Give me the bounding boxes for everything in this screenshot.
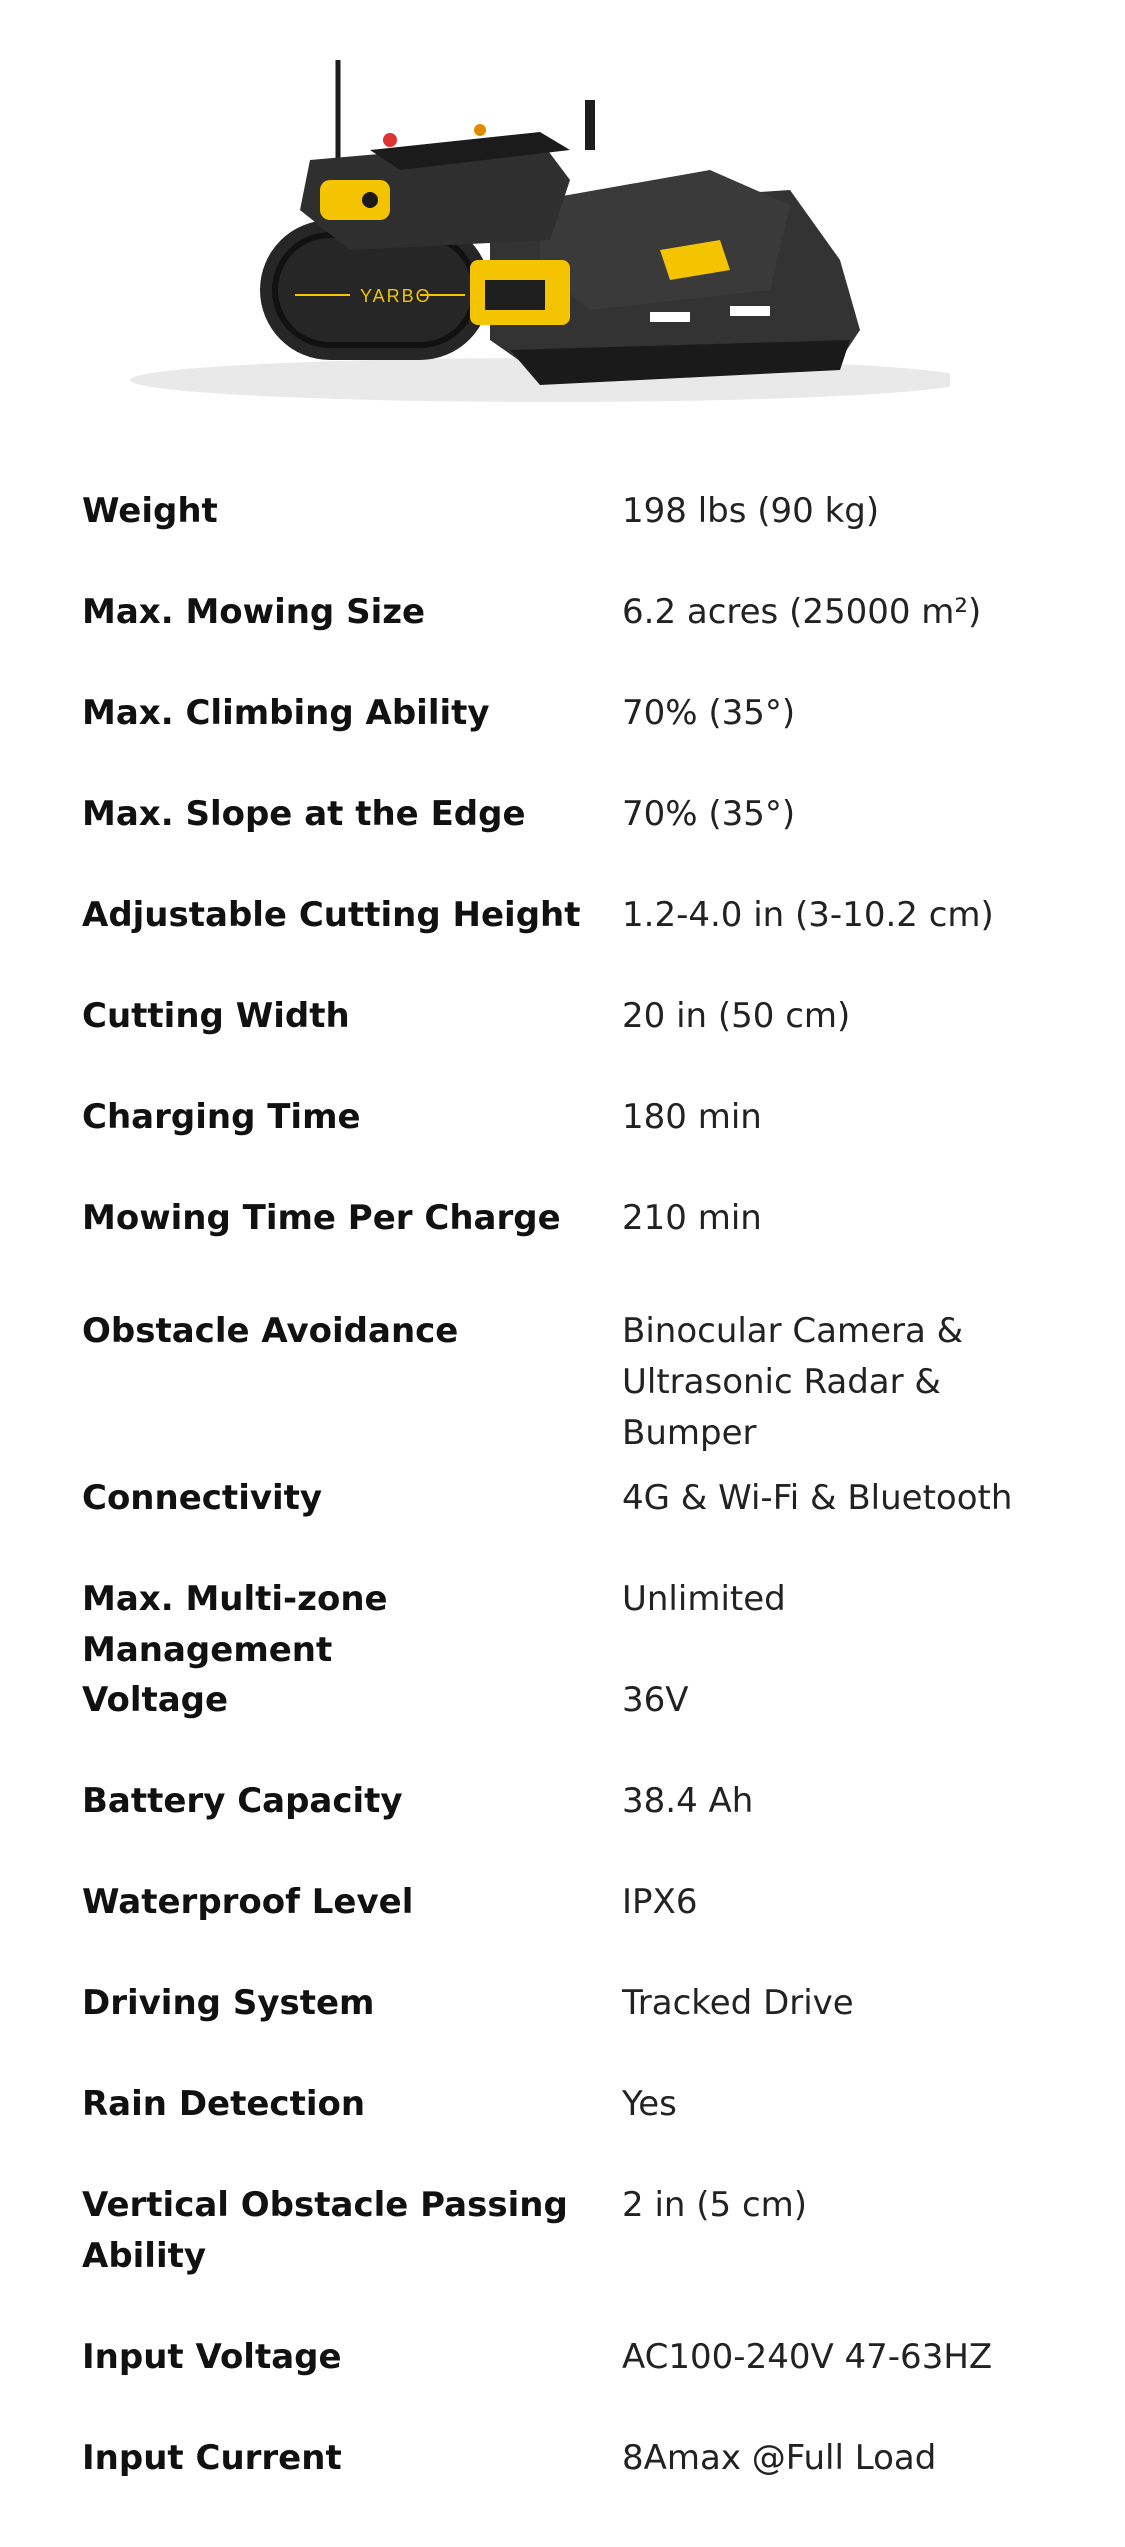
spec-label: Driving System [82,1983,375,2023]
spec-label-line: Ability [82,2236,207,2276]
spec-label-line: Vertical Obstacle Passing [82,2185,568,2225]
spec-label: Input Current [82,2438,342,2478]
spec-value: Unlimited [622,1579,786,1619]
spec-value: 1.2-4.0 in (3-10.2 cm) [622,895,994,935]
spec-value: Yes [622,2084,677,2124]
spec-value-line: Ultrasonic Radar & Bumper [622,1362,941,1453]
spec-value: 2 in (5 cm) [622,2185,808,2225]
spec-label: Connectivity [82,1478,323,1518]
spec-value: IPX6 [622,1882,698,1922]
spec-value: 6.2 acres (25000 m²) [622,592,982,632]
spec-value: Tracked Drive [622,1983,854,2023]
spec-value: 8Amax @Full Load [622,2438,937,2478]
spec-label: Cutting Width [82,996,350,1036]
spec-value: 198 lbs (90 kg) [622,491,880,531]
spec-value: 180 min [622,1097,762,1137]
spec-value: 4G & Wi-Fi & Bluetooth [622,1478,1013,1518]
spec-label: Weight [82,491,218,531]
spec-label: Max. Climbing Ability [82,693,490,733]
spec-value: 36V [622,1680,689,1720]
spec-label: Max. Mowing Size [82,592,426,632]
spec-value: 38.4 Ah [622,1781,754,1821]
spec-label: Rain Detection [82,2084,366,2124]
spec-label: Mowing Time Per Charge [82,1198,561,1238]
spec-label: Charging Time [82,1097,361,1137]
spec-value: AC100-240V 47-63HZ [622,2337,993,2377]
spec-label: Adjustable Cutting Height [82,895,581,935]
spec-value: 70% (35°) [622,794,796,834]
spec-label: Obstacle Avoidance [82,1311,459,1351]
spec-label: Max. Multi-zone Management [82,1579,388,1670]
spec-value: 70% (35°) [622,693,796,733]
product-image [70,40,950,420]
spec-label: Waterproof Level [82,1882,414,1922]
spec-value [622,1306,1082,1459]
spec-label [82,2180,602,2282]
spec-label: Input Voltage [82,2337,342,2377]
yarbo-robot-mower-icon [70,40,950,420]
spec-label: Voltage [82,1680,229,1720]
spec-label: Battery Capacity [82,1781,403,1821]
spec-value-line: Binocular Camera & [622,1311,964,1351]
svg-text:YARBO: YARBO [360,286,432,306]
spec-value: 20 in (50 cm) [622,996,851,1036]
spec-value: 210 min [622,1198,762,1238]
spec-label: Max. Slope at the Edge [82,794,526,834]
